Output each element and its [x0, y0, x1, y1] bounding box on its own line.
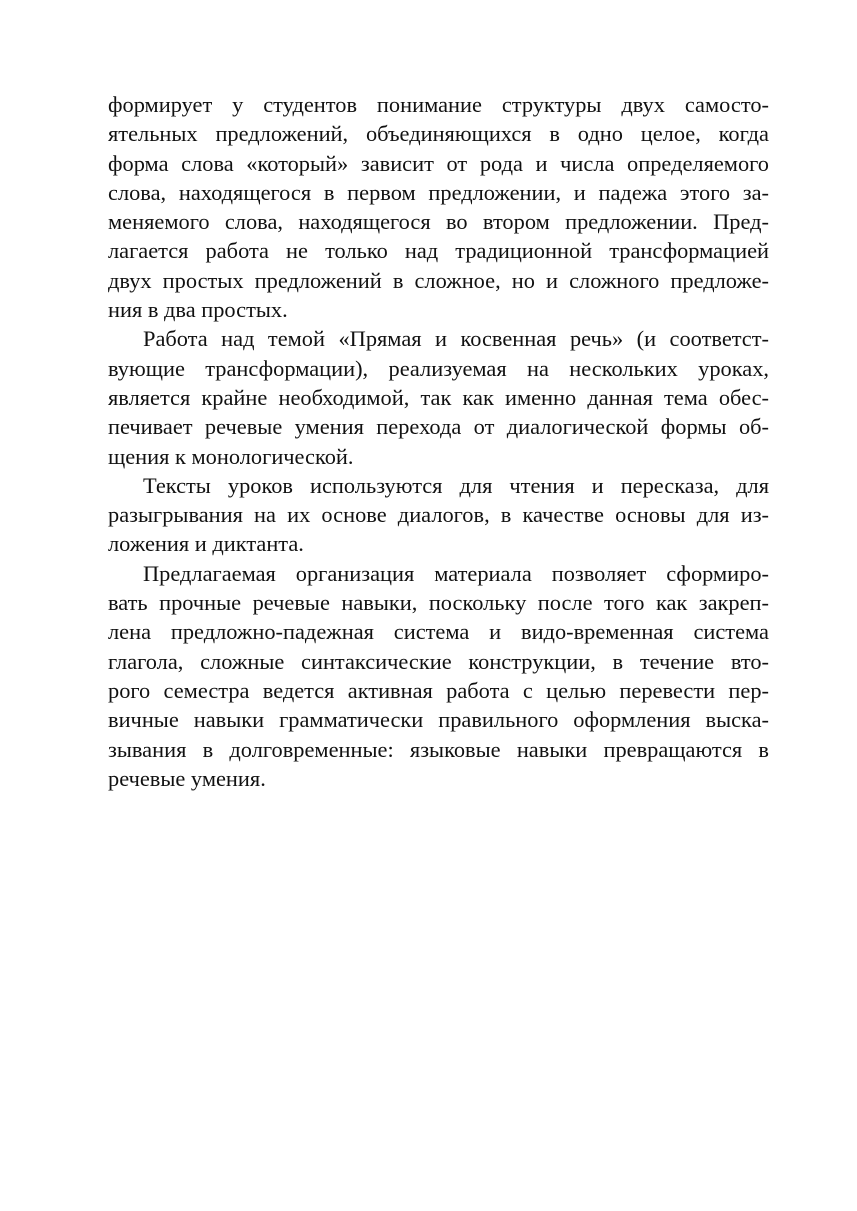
text-line: вичные навыки грамматически правильного оформления выска-: [108, 707, 769, 733]
text-line: меняемого слова, находящегося во втором предложении. Пред-: [108, 209, 769, 235]
paragraph-3: [108, 471, 769, 559]
text-line: вующие трансформации), реализуемая на нескольких уроках,: [108, 355, 769, 381]
text-line: слова, находящегося в первом предложении, и падежа этого за-: [108, 179, 769, 205]
paragraph-1: [108, 90, 769, 324]
text-line: речевые умения.: [108, 765, 266, 791]
text-line: ния в два простых.: [108, 297, 288, 323]
text-line: формирует у студентов понимание структуры двух самосто-: [108, 92, 769, 117]
text-line: рого семестра ведется активная работа с целью перевести пер-: [108, 677, 769, 703]
text-line: щения к монологической.: [108, 443, 354, 469]
text-line: форма слова «который» зависит от рода и числа определяемого: [108, 150, 769, 176]
text-line: Тексты уроков используются для чтения и пересказа, для: [143, 472, 769, 498]
text-line: лена предложно-падежная система и видо-временная система: [108, 619, 769, 645]
text-line: глагола, сложные синтаксические конструкции, в течение вто-: [108, 648, 769, 674]
text-line: печивает речевые умения перехода от диалогической формы об-: [108, 414, 769, 440]
document-page: [108, 90, 769, 793]
text-line: лагается работа не только над традиционной трансформацией: [108, 238, 769, 264]
text-line: ятельных предложений, объединяющихся в одно целое, когда: [108, 121, 769, 147]
text-line: разыгрывания на их основе диалогов, в качестве основы для из-: [108, 502, 769, 528]
text-line: Предлагаемая организация материала позволяет сформиро-: [143, 560, 769, 586]
text-line: двух простых предложений в сложное, но и сложного предложе-: [108, 267, 769, 293]
paragraph-2: [108, 324, 769, 470]
text-line: ложения и диктанта.: [108, 531, 304, 557]
text-line: вать прочные речевые навыки, поскольку после того как закреп-: [108, 590, 769, 616]
text-line: Работа над темой «Прямая и косвенная речь» (и соответст-: [143, 326, 769, 352]
paragraph-4: [108, 559, 769, 793]
text-line: зывания в долговременные: языковые навыки превращаются в: [108, 736, 769, 762]
text-line: является крайне необходимой, так как именно данная тема обес-: [108, 384, 769, 410]
